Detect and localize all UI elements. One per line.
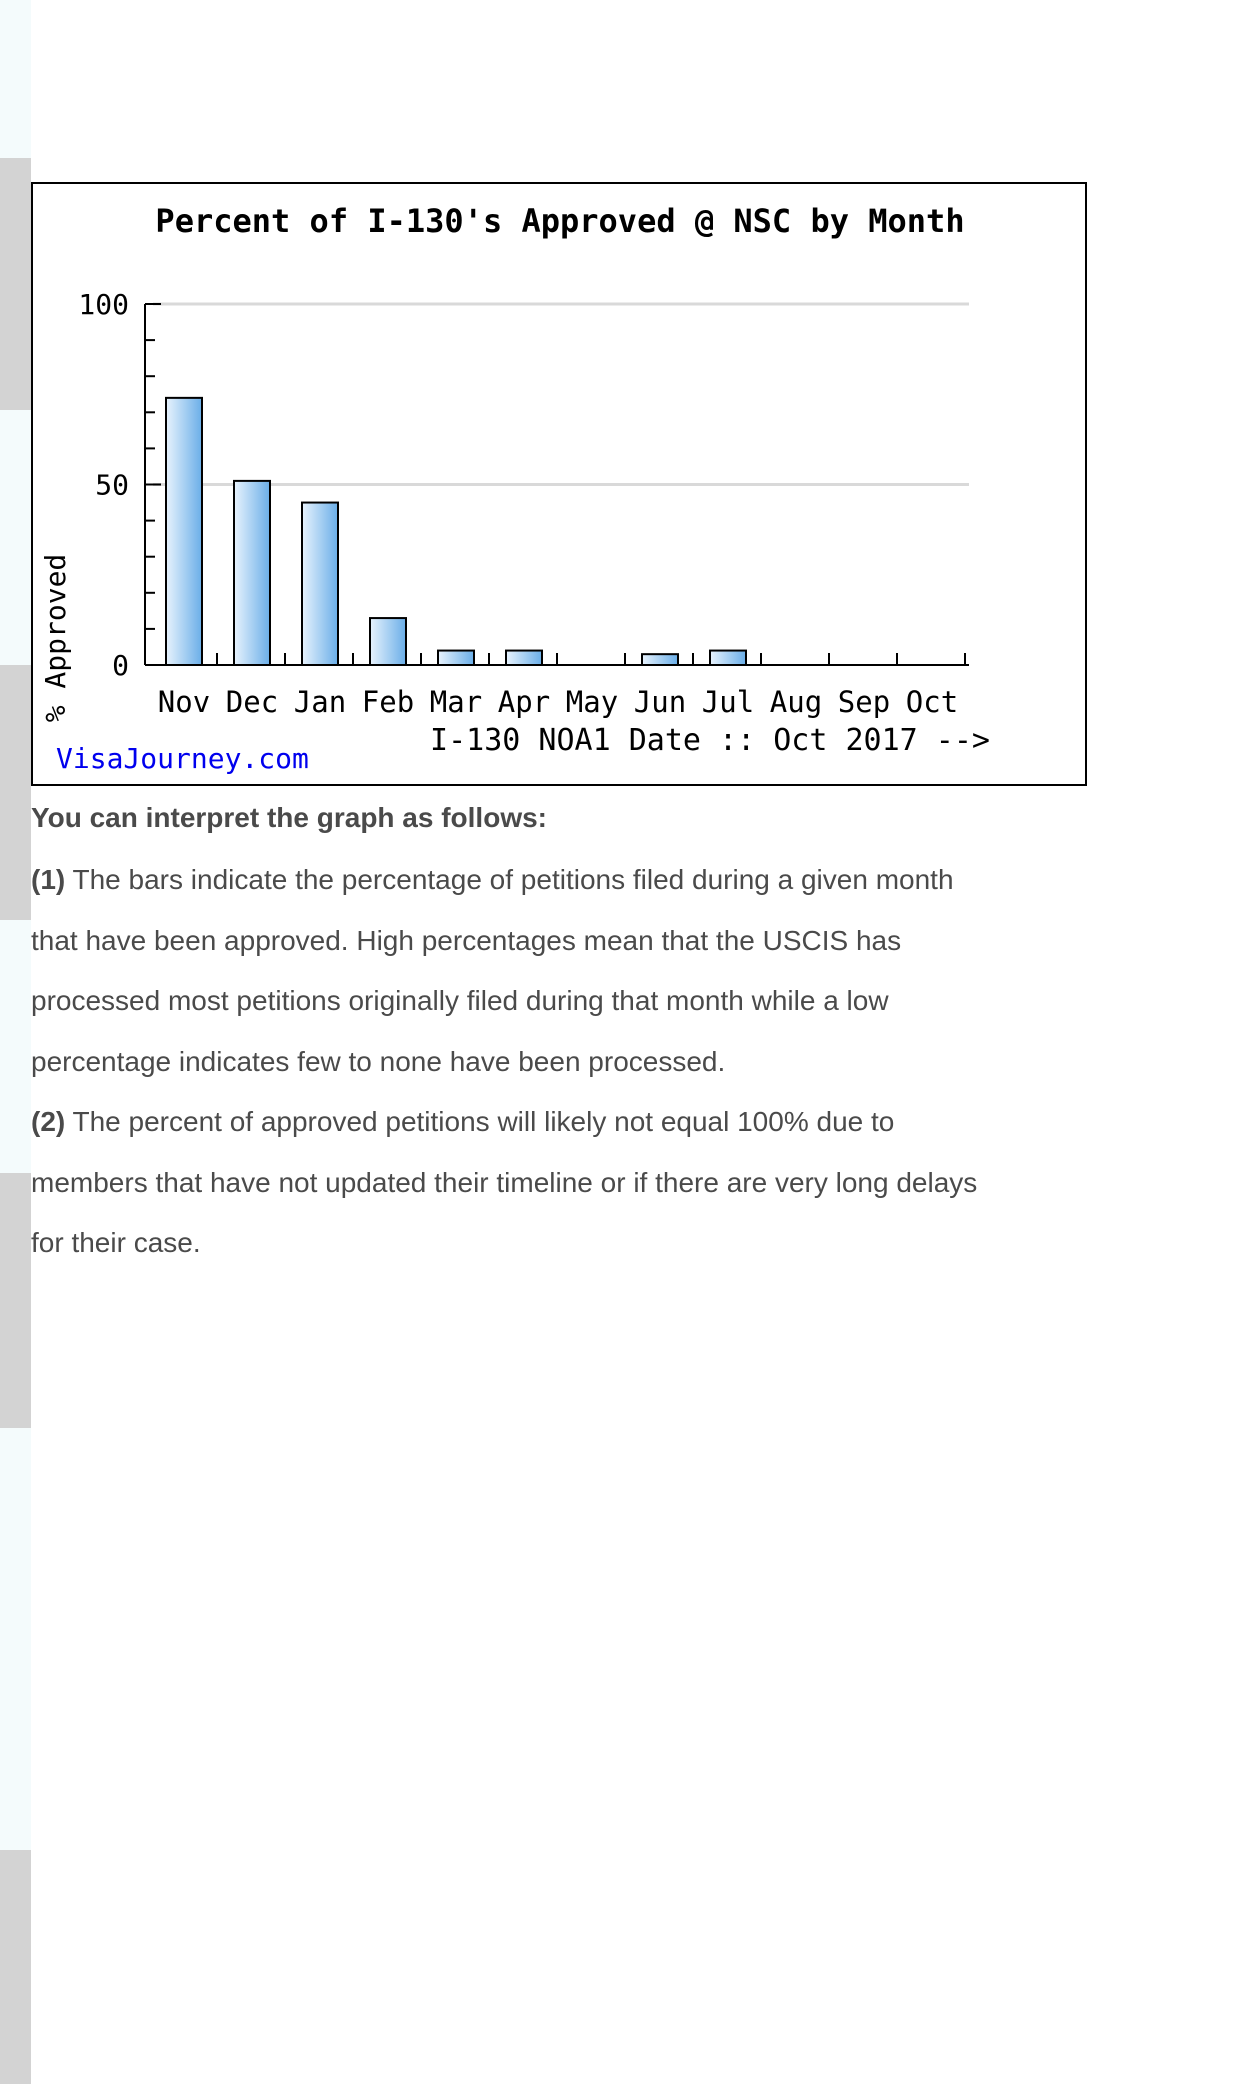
left-edge-block [0,1850,31,2084]
paragraph-line: members that have not updated their timeline or if there are very long delays [31,1166,978,1198]
explanation-heading: You can interpret the graph as follows: [31,802,547,833]
paragraph-line [31,850,1091,911]
bar-jul [710,651,746,665]
bar-dec [234,481,270,665]
y-tick-label: 0 [112,649,129,682]
paragraph-line: for their case. [31,1227,201,1258]
y-tick-label: 50 [95,468,129,502]
bar-feb [370,618,406,665]
bar-jun [642,654,678,665]
y-axis-label: % Approved [39,553,72,723]
explanation-paragraph-1 [31,850,1091,1092]
paragraph-line: processed most petitions originally filed during that month while a low [31,985,889,1016]
paragraph-number: (1) [31,864,66,895]
bar-jan [302,503,338,665]
left-edge-block [0,158,31,410]
chart-canvas [33,184,1085,784]
x-tick-label: Sep [837,685,891,719]
x-axis-label: I-130 NOA1 Date :: Oct 2017 --> [430,723,990,758]
chart-gridlines [153,304,969,485]
chart-bars [166,398,746,665]
watermark-text: VisaJourney.com [56,742,309,775]
x-tick-label: Nov [157,685,211,719]
bar-nov [166,398,202,665]
x-tick-label: Aug [769,685,823,719]
paragraph-text: The bars indicate the percentage of petitions filed during a given month [65,864,954,895]
chart-title: Percent of I-130's Approved @ NSC by Month [155,202,965,240]
approval-chart [31,182,1087,786]
paragraph-line: percentage indicates few to none have been processed. [31,1045,726,1077]
x-tick-label: Dec [225,685,279,719]
x-tick-label: Feb [361,685,415,719]
paragraph-text: The percent of approved petitions will likely not equal 100% due to [65,1106,895,1137]
x-tick-label: Jan [293,685,347,719]
left-edge-block [0,1173,31,1428]
left-edge-block [0,665,31,920]
explanation-section [31,798,1091,1274]
bar-apr [506,651,542,665]
x-tick-label: Jun [633,685,687,719]
bar-mar [438,651,474,665]
paragraph-number: (2) [31,1106,66,1137]
x-tick-label: Mar [429,685,483,719]
x-tick-label: Apr [497,685,551,719]
x-tick-label: Oct [905,685,959,719]
paragraph-line [31,1092,1091,1153]
y-tick-label: 100 [78,288,129,321]
x-tick-label: May [565,685,619,719]
paragraph-line: that have been approved. High percentages mean that the USCIS has [31,924,902,956]
explanation-paragraph-2 [31,1092,1091,1274]
x-tick-label: Jul [701,685,755,719]
